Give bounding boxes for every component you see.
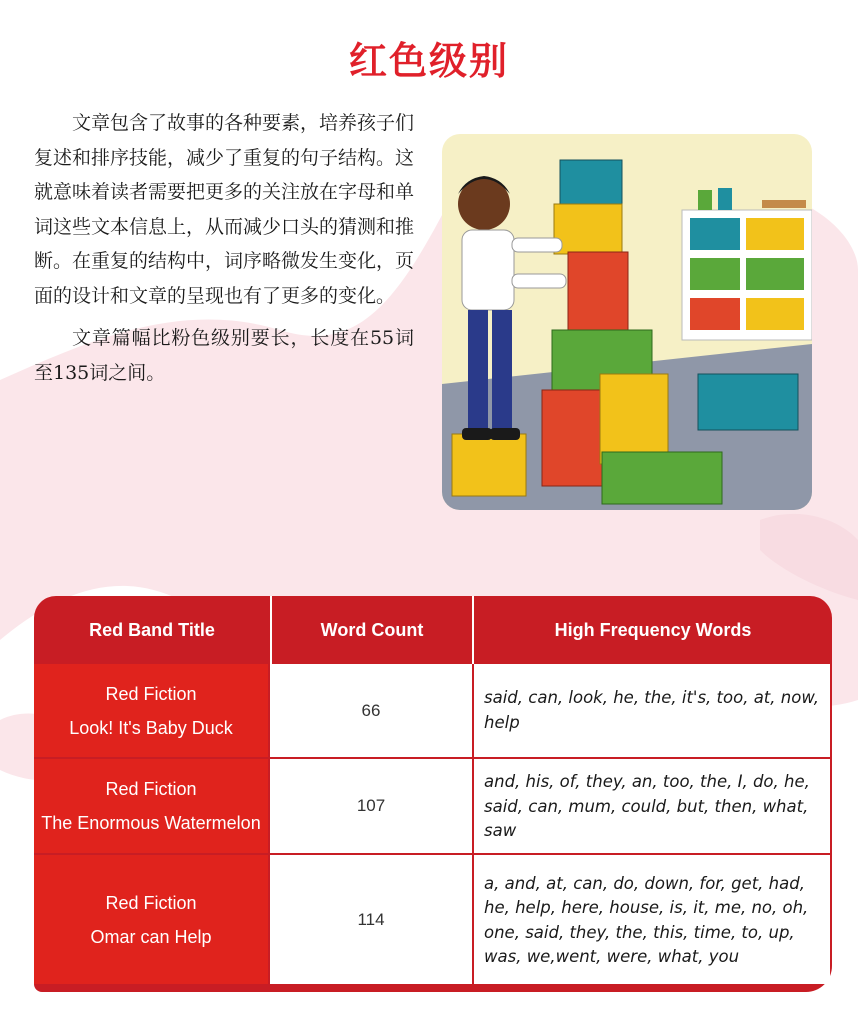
title-cell	[34, 759, 268, 853]
page-title: 红色级别	[348, 38, 509, 83]
table-row	[34, 759, 832, 853]
table-row	[34, 664, 832, 757]
book-title: Omar can Help	[90, 926, 212, 947]
boy-stacking-blocks-illustration	[442, 134, 812, 510]
table-header	[34, 596, 832, 664]
red-band-table	[34, 596, 832, 992]
series-label: Red Fiction	[105, 683, 197, 704]
high-frequency-words-cell: said, can, look, he, the, it's, too, at, now, help	[474, 664, 830, 757]
high-frequency-words-cell: a, and, at, can, do, down, for, get, had, he, help, here, house, is, it, me, no, oh, one, said, they, the, this, time, to, up, was, we,went, were, what, you	[474, 855, 830, 984]
header-word-count: Word Count	[270, 596, 472, 664]
title-cell	[34, 855, 268, 984]
header-red-band-title: Red Band Title	[89, 619, 215, 640]
word-count-cell: 107	[270, 759, 472, 853]
book-title: Look! It's Baby Duck	[69, 717, 233, 738]
book-title: The Enormous Watermelon	[41, 813, 261, 833]
word-count-cell: 114	[270, 855, 472, 984]
high-frequency-words-cell: and, his, of, they, an, too, the, I, do, he, said, can, mum, could, but, then, what, saw	[474, 759, 830, 853]
header-high-frequency-words: High Frequency Words	[472, 596, 832, 664]
word-count-cell: 66	[270, 664, 472, 757]
intro-paragraph-2: 文章篇幅比粉色级别要长，长度在55词至135词之间。	[34, 327, 414, 384]
series-label: Red Fiction	[105, 779, 197, 799]
table-row	[34, 855, 832, 984]
title-cell	[34, 664, 268, 757]
intro-paragraph-1: 文章包含了故事的各种要素，培养孩子们复述和排序技能，减少了重复的句子结构。这就意味着读者需要把更多的关注放在字母和单词这些文本信息上，从而减少口头的猜测和推断。在重复的结构中，词序略微发生变化，页面的设计和文章的呈现也有了更多的变化。	[34, 112, 415, 307]
series-label: Red Fiction	[105, 892, 197, 913]
intro-text	[34, 106, 414, 398]
